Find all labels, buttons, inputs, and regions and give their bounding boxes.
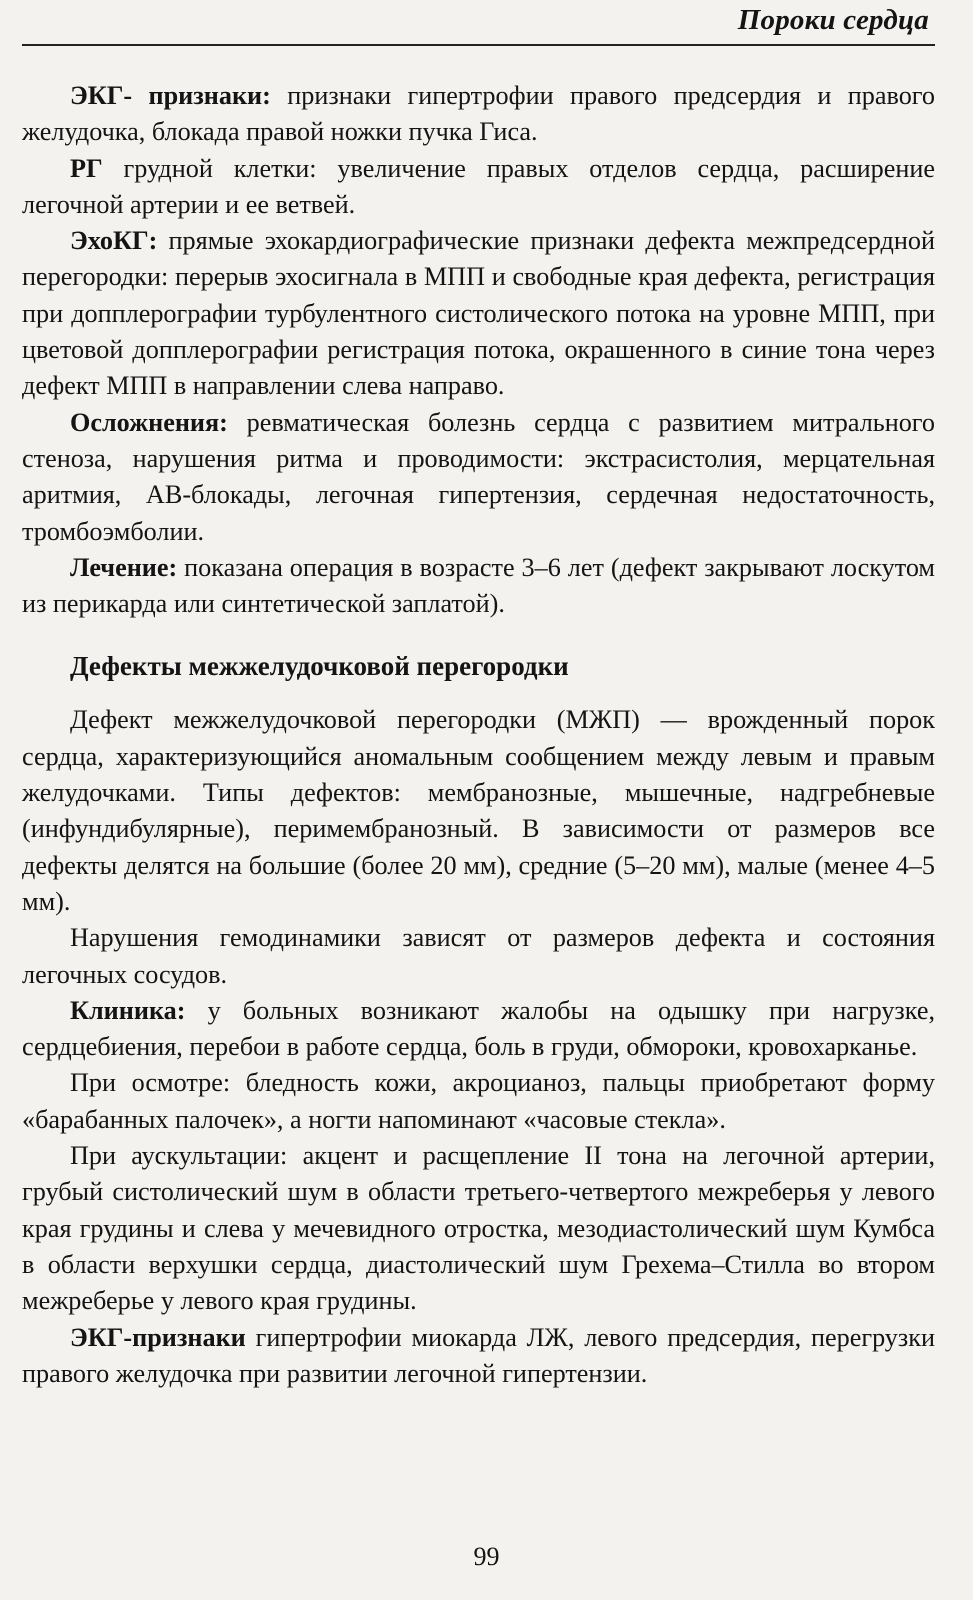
section-heading: Дефекты межжелудочковой перегородки — [70, 651, 569, 682]
paragraph-lead: Лечение: — [70, 552, 178, 582]
running-title: Пороки сердца — [737, 4, 929, 36]
paragraph-auscultation — [22, 1138, 935, 1319]
paragraph-lead: ЭКГ- признаки: — [70, 81, 271, 110]
paragraph-chest-xray — [22, 151, 935, 224]
paragraph-hemodynamics — [22, 920, 935, 993]
paragraph-treatment — [22, 550, 935, 623]
paragraph-lead: ЭКГ-признаки — [70, 1322, 246, 1352]
paragraph-text: ревматическая болезнь сердца с развитием митрального стеноза, нарушения ритма и проводимости: экстрасистолия, мерцательная аритмия, АВ-блокады, легочная гипертензия, сердечная недостаточность, тромбоэмболии. — [22, 407, 935, 546]
page-number: 99 — [473, 1542, 500, 1571]
paragraph-vsd-definition — [22, 702, 935, 920]
paragraph-lead: РГ — [70, 153, 103, 183]
paragraph-text: грудной клетки: увеличение правых отделов сердца, расширение легочной артерии и ее ветвей. — [22, 153, 935, 219]
paragraph-examination — [22, 1065, 935, 1138]
paragraph-text: При аускультации: акцент и расщепление II тона на легочной артерии, грубый систолический шум в области третьего-четвертого межреберья у левого края грудины и слева у мечевидного отростка, мезодиастолический шум Кумбса в области верхушки сердца, диастолический шум Грехема–Стилла во втором межреберье у левого края грудины. — [22, 1141, 935, 1316]
paragraph-text: гипертрофии миокарда ЛЖ, левого предсердия, перегрузки правого желудочка при развитии легочной гипертензии. — [22, 1322, 935, 1388]
paragraph-text: показана операция в возрасте 3–6 лет (дефект закрывают лоскутом из перикарда или синтетической заплатой). — [22, 552, 935, 619]
paragraph-text: Нарушения гемодинамики зависят от размеров дефекта и состояния легочных сосудов. — [22, 923, 935, 989]
paragraph-lead: ЭхоКГ: — [70, 226, 158, 256]
paragraph-ecg-vsd — [22, 1320, 935, 1393]
paragraph-lead: Осложнения: — [70, 407, 228, 437]
paragraph-text: у больных возникают жалобы на одышку при нагрузке, сердцебиения, перебои в работе сердца, боль в груди, обмороки, кровохарканье. — [22, 995, 935, 1062]
paragraph-clinic — [22, 993, 935, 1066]
header-divider — [22, 44, 935, 46]
paragraph-complications — [22, 405, 935, 550]
paragraph-echocg — [22, 223, 935, 404]
paragraph-text: Дефект межжелудочковой перегородки (МЖП) — врожденный порок сердца, характеризующийся аномальным сообщением между левым и правым желудочками. Типы дефектов: мембранозные, мышечные, надгребневые (инфундибулярные), перимембранозный. В зависимости от размеров все дефекты делятся на большие (более 20 мм), средние (5–20 мм), малые (менее 4–5 мм). — [22, 705, 935, 916]
paragraph-text: признаки гипертрофии правого предсердия и правого желудочка, блокада правой ножки пучка Гиса. — [22, 81, 935, 147]
page-body — [22, 78, 935, 1392]
paragraph-text: При осмотре: бледность кожи, акроцианоз, пальцы приобретают форму «барабанных палочек», а ногти напоминают «часовые стекла». — [22, 1068, 935, 1134]
paragraph-text: прямые эхокардиографические признаки дефекта межпредсердной перегородки: перерыв эхосигнала в МПП и свободные края дефекта, регистрация при допплерографии турбулентного систолического потока на уровне МПП, при цветовой допплерографии регистрация потока, окрашенного в синие тона через дефект МПП в направлении слева направо. — [22, 226, 935, 401]
paragraph-ecg-signs — [22, 78, 935, 151]
paragraph-lead: Клиника: — [70, 995, 186, 1025]
